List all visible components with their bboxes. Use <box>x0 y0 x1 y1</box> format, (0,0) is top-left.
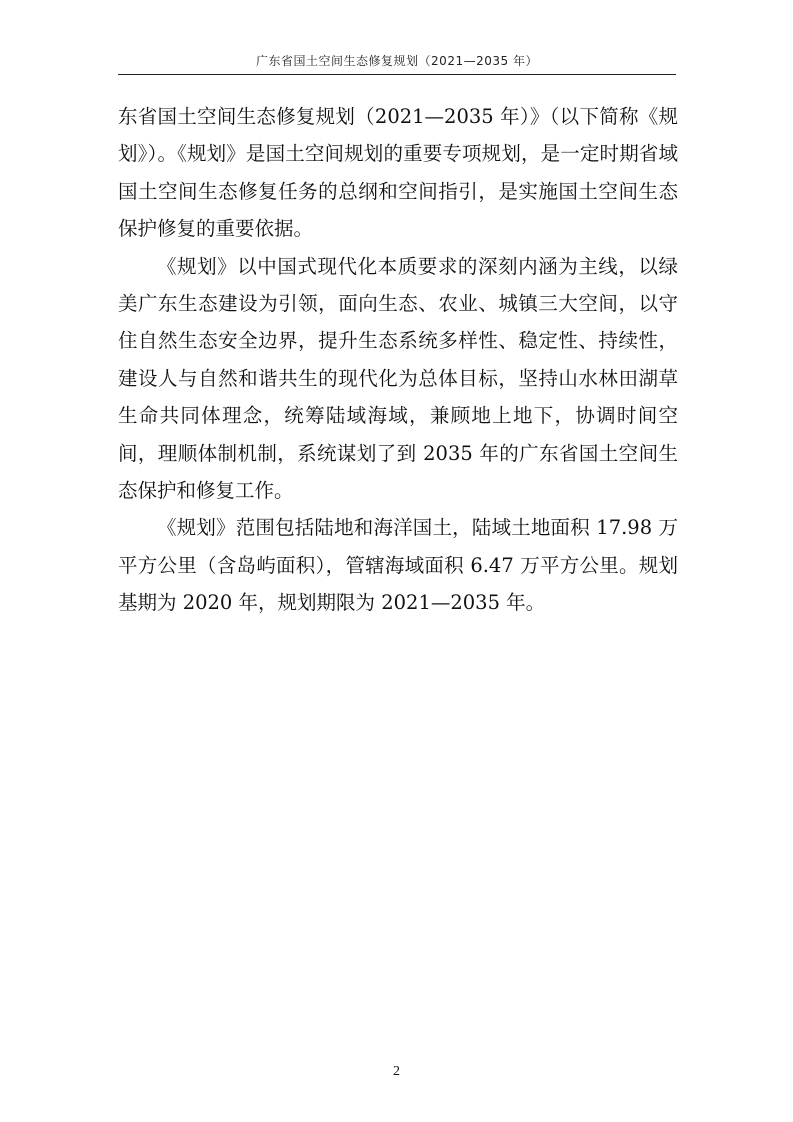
running-header-title: 广东省国土空间生态修复规划（2021—2035 年） <box>256 54 538 68</box>
paragraph-continuation: 东省国土空间生态修复规划（2021—2035 年）》（以下简称《规划》）。《规划》是国土空间规划的重要专项规划，是一定时期省域国土空间生态修复任务的总纲和空间指引，是实施国土空间生态保护修复的重要依据。 <box>118 105 678 241</box>
paragraph-plan-scope: 《规划》范围包括陆地和海洋国土，陆域土地面积 17.98 万平方公里（含岛屿面积），管辖海域面积 6.47 万平方公里。规划基期为 2020 年，规划期限为 2021—2035 年。 <box>118 516 678 615</box>
page-number: 2 <box>393 1064 400 1079</box>
document-body <box>118 98 678 622</box>
paragraph-plan-overview: 《规划》以中国式现代化本质要求的深刻内涵为主线，以绿美广东生态建设为引领，面向生态、农业、城镇三大空间，以守住自然生态安全边界，提升生态系统多样性、稳定性、持续性，建设人与自然和谐共生的现代化为总体目标，坚持山水林田湖草生命共同体理念，统筹陆域海域，兼顾地上地下，协调时间空间，理顺体制机制，系统谋划了到 2035 年的广东省国土空间生态保护和修复工作。 <box>118 254 678 503</box>
running-header <box>118 50 676 75</box>
